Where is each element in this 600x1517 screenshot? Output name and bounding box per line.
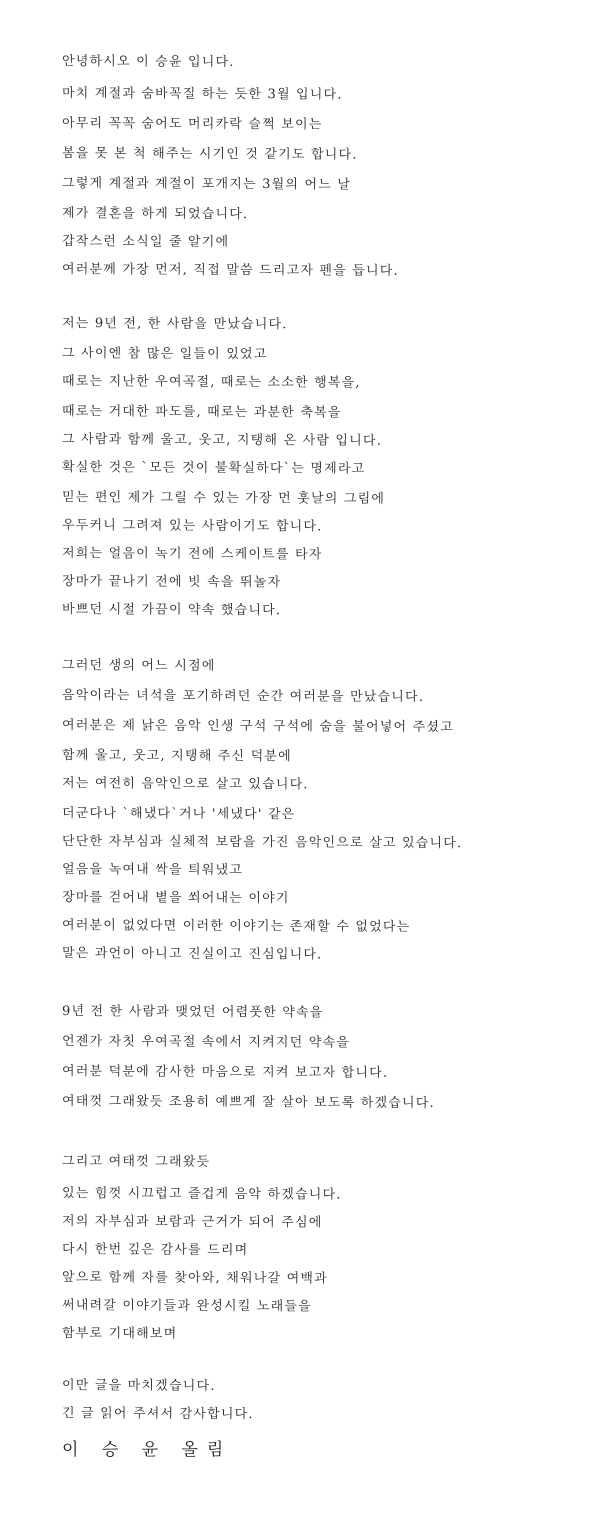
- letter-line: 믿는 편인 제가 그릴 수 있는 가장 먼 훗날의 그림에: [61, 490, 386, 507]
- letter-line: 저는 여전히 음악인으로 살고 있습니다.: [61, 776, 309, 793]
- letter-line: 9년 전 한 사람과 맺었던 어렴풋한 약속을: [61, 1004, 324, 1021]
- letter-line: 얼음을 녹여내 싹을 틔워냈고: [61, 862, 244, 878]
- letter-line: 단단한 자부심과 실체적 보람을 가진 음악인으로 살고 있습니다.: [61, 834, 463, 852]
- letter-line: 써내려갈 이야기들과 완성시킬 노래들을: [61, 1298, 312, 1315]
- letter-line: 여태껏 그래왔듯 조용히 예쁘게 잘 살아 보도록 하겠습니다.: [61, 1094, 435, 1111]
- letter-line: 함부로 기대해보며: [61, 1326, 178, 1342]
- letter-line: 제가 결혼을 하게 되었습니다.: [61, 206, 249, 222]
- letter-line: 우두커니 그려져 있는 사람이기도 합니다.: [61, 518, 323, 535]
- letter-line: 음악이라는 녀석을 포기하려던 순간 여러분을 만났습니다.: [61, 688, 425, 705]
- letter-line: 더군다나 `해냈다`거나 '세냈다' 같은: [61, 806, 296, 823]
- letter-line: 봄을 못 본 척 해주는 시기인 것 같기도 합니다.: [61, 146, 358, 163]
- letter-line: 여러분께 가장 먼저, 직접 말씀 드리고자 펜을 듭니다.: [61, 262, 399, 279]
- letter-line: 저희는 얼음이 녹기 전에 스케이트를 타자: [61, 546, 323, 563]
- letter-line: 저는 9년 전, 한 사람을 만났습니다.: [61, 316, 288, 333]
- letter-line: 그 사람과 함께 울고, 웃고, 지탱해 온 사람 입니다.: [61, 432, 383, 449]
- letter-line: 앞으로 함께 자를 찾아와, 채워나갈 여백과: [61, 1270, 328, 1287]
- letter-line: 마치 계절과 숨바꼭질 하는 듯한 3월 입니다.: [61, 86, 343, 103]
- letter-line: 긴 글 읽어 주셔서 감사합니다.: [61, 1406, 254, 1423]
- signature: 이 승 윤 올림: [62, 1440, 233, 1460]
- letter-line: 때로는 지난한 우여곡절, 때로는 소소한 행복을,: [61, 374, 361, 391]
- letter-line: 그 사이엔 참 많은 일들이 있었고: [61, 346, 268, 363]
- letter-line: 안녕하시오 이 승윤 입니다.: [61, 54, 235, 70]
- letter-line: 장마가 끝나기 전에 빗 속을 뛰놀자: [61, 574, 282, 591]
- letter-line: 함께 울고, 웃고, 지탱해 주신 덕분에: [61, 748, 292, 765]
- letter-line: 그렇게 계절과 계절이 포개지는 3월의 어느 날: [61, 176, 352, 193]
- letter-line: 말은 과언이 아니고 진실이고 진심입니다.: [61, 946, 323, 963]
- letter-line: 장마를 걷어내 볕을 쐬어내는 이야기: [61, 890, 290, 907]
- letter-line: 여러분은 제 낡은 음악 인생 구석 구석에 숨을 불어넣어 주셨고: [61, 718, 454, 736]
- letter-line: 저의 자부심과 보람과 근거가 되어 주심에: [61, 1214, 323, 1231]
- letter-line: 있는 힘껏 시끄럽고 즐겁게 음악 하겠습니다.: [61, 1186, 342, 1203]
- letter-line: 여러분 덕분에 감사한 마음으로 지켜 보고자 합니다.: [61, 1064, 389, 1081]
- letter-line: 아무리 꼭꼭 숨어도 머리카락 슬쩍 보이는: [61, 116, 323, 133]
- letter-line: 갑작스런 소식일 줄 알기에: [61, 234, 230, 250]
- letter-line: 그리고 여태껏 그래왔듯: [61, 1154, 211, 1170]
- letter-line: 때로는 거대한 파도를, 때로는 과분한 축복을: [61, 404, 342, 421]
- letter-line: 이만 글을 마치겠습니다.: [61, 1378, 216, 1394]
- letter-line: 여러분이 없었다면 이러한 이야기는 존재할 수 없었다는: [61, 918, 411, 935]
- letter-line: 바쁘던 시절 가끔이 약속 했습니다.: [61, 602, 282, 619]
- letter-line: 언젠가 자칫 우여곡절 속에서 지켜지던 약속을: [61, 1034, 351, 1051]
- letter-line: 다시 한번 깊은 감사를 드리며: [61, 1242, 249, 1258]
- letter-line: 확실한 것은 `모든 것이 불확실하다`는 명제라고: [61, 460, 366, 477]
- letter-line: 그러던 생의 어느 시점에: [61, 658, 216, 674]
